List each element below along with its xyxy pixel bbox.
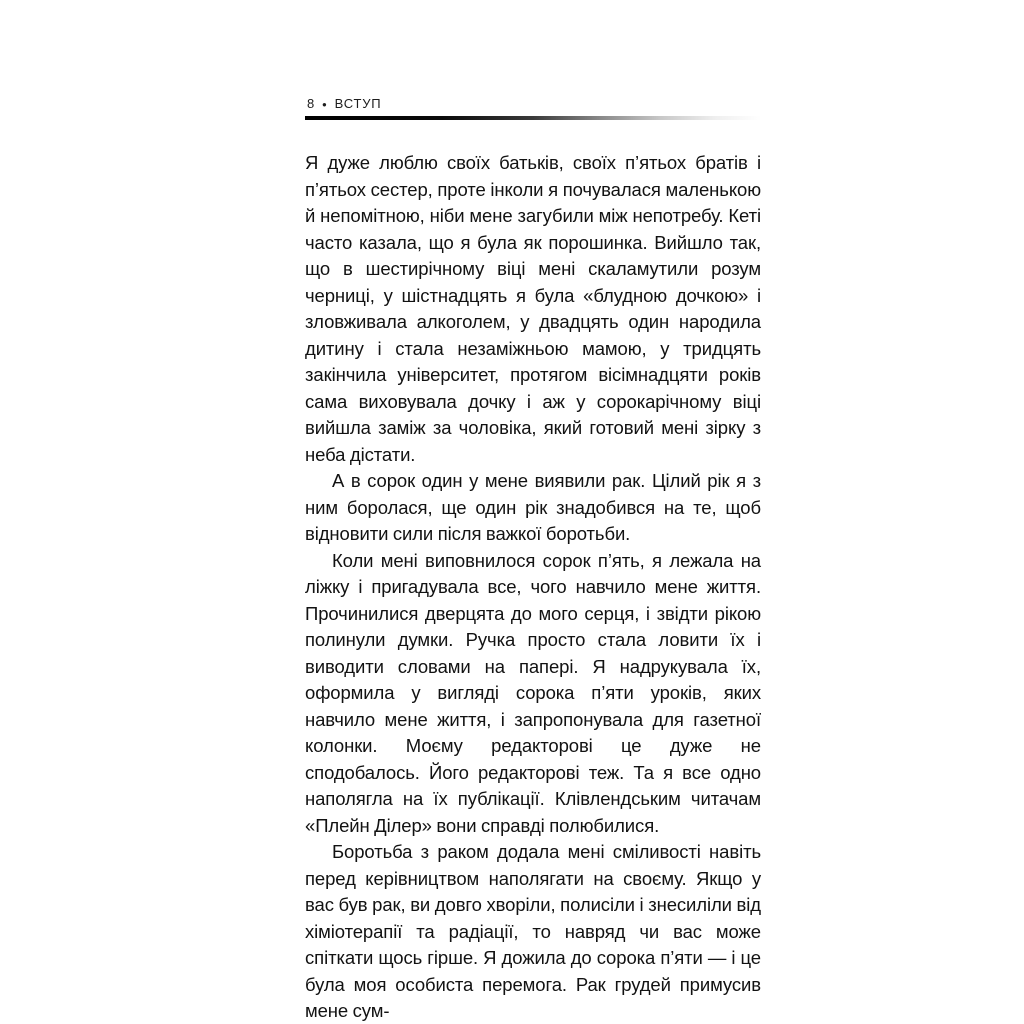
header-rule — [305, 116, 761, 120]
bullet-separator-icon: ● — [322, 99, 328, 109]
text-column — [305, 96, 761, 1024]
paragraph: Коли мені виповнилося сорок п’ять, я лежала на ліжку і пригадувала все, чого навчило мене життя. Прочинилися дверцята до мого серця, і звідти рікою полинули думки. Ручка просто стала ловити їх і виводити словами на папері. Я надрукувала їх, оформила у вигляді сорока п’яти уроків, яких навчило мене життя, і запропонувала для газетної колонки. Моєму редакторові це дуже не сподобалось. Його редакторові теж. Та я все одно наполягла на їх публікації. Клівлендським читачам «Плейн Ділер» вони справді полюбилися. — [305, 549, 761, 836]
running-head — [305, 96, 761, 111]
body-text — [305, 150, 761, 1024]
paragraph: А в сорок один у мене виявили рак. Цілий рік я з ним боролася, ще один рік знадобився на те, щоб відновити сили після важкої боротьби. — [305, 470, 761, 544]
paragraph: Боротьба з раком додала мені сміливості навіть перед керівництвом наполягати на своєму. Якщо у вас був рак, ви довго хворіли, полисіли і знесиліли від хіміотерапії та радіації, то навряд чи вас може спіткати щось гірше. Я дожила до сорока п’яти — і це була моя особиста перемога. Рак грудей примусив мене сум- — [305, 841, 761, 1021]
section-title: ВСТУП — [334, 96, 382, 111]
page-number: 8 — [307, 96, 316, 111]
paragraph: Я дуже люблю своїх батьків, своїх п’ятьох братів і п’ятьох сестер, проте інколи я почувалася маленькою й непомітною, ніби мене загубили між непотребу. Кеті часто казала, що я була як порошинка. Вийшло так, що в шестирічному віці мені скаламутили розум черниці, у шістнадцять я була «блудною дочкою» і зловживала алкоголем, у двадцять один народила дитину і стала незаміжньою мамою, у тридцять закінчила університет, протягом вісімнадцяти років сама виховувала дочку і аж у сорокарічному віці вийшла заміж за чоловіка, який готовий мені зірку з неба дістати. — [305, 152, 761, 465]
